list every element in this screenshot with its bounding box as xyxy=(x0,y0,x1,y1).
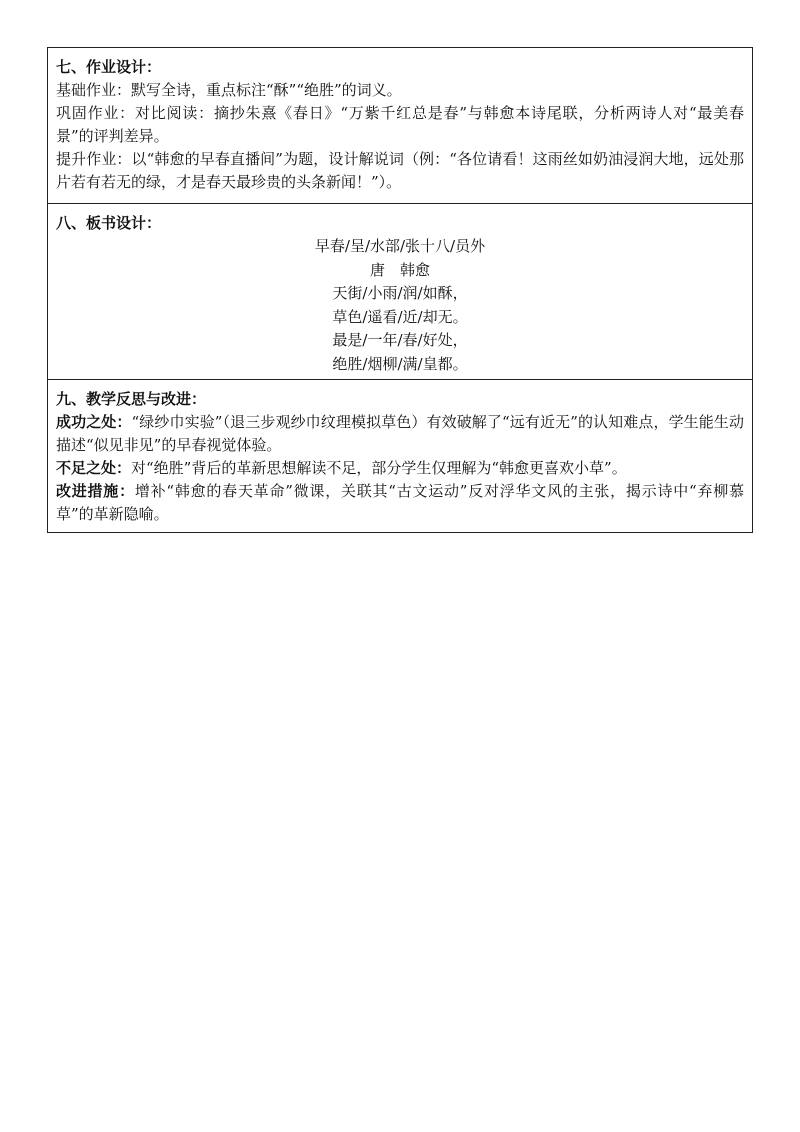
improve-text: 增补“韩愈的春天革命”微课，关联其“古文运动”反对浮华文风的主张，揭示诗中“弃柳慕草”的革新隐喻。 xyxy=(56,482,744,523)
shortfall-text: 对“绝胜”背后的革新思想解读不足，部分学生仅理解为“韩愈更喜欢小草”。 xyxy=(131,459,627,477)
homework-advanced: 提升作业：以“韩愈的早春直播间”为题，设计解说词（例：“各位请看！这雨丝如奶油浸润大地，远处那片若有若无的绿，才是春天最珍贵的头条新闻！”）。 xyxy=(56,150,744,191)
board-poem xyxy=(56,235,744,376)
reflection-improve xyxy=(56,480,744,526)
improve-label: 改进措施： xyxy=(56,482,135,500)
homework-section xyxy=(48,48,752,203)
shortfall-label: 不足之处： xyxy=(56,459,132,477)
homework-heading: 七、作业设计： xyxy=(56,58,162,76)
reflection-shortfall xyxy=(56,457,744,480)
reflection-section xyxy=(48,379,752,532)
poem-author: 唐 韩愈 xyxy=(369,260,430,279)
poem-line: 草色/遥看/近/却无。 xyxy=(332,307,468,326)
success-label: 成功之处： xyxy=(56,413,132,431)
reflection-heading: 九、教学反思与改进： xyxy=(56,390,207,408)
poem-line: 绝胜/烟柳/满/皇都。 xyxy=(332,354,468,373)
homework-basic: 基础作业：默写全诗，重点标注“酥”“绝胜”的词义。 xyxy=(56,81,402,99)
poem-line: 天街/小雨/润/如酥， xyxy=(332,284,468,302)
poem-line: 最是/一年/春/好处， xyxy=(332,331,468,349)
board-design-section xyxy=(48,203,752,379)
success-text: “绿纱巾实验”（退三步观纱巾纹理模拟草色）有效破解了“远有近无”的认知难点，学生能生动描述“似见非见”的早春视觉体验。 xyxy=(56,413,744,454)
board-heading: 八、板书设计： xyxy=(56,214,162,232)
poem-title: 早春/呈/水部/张十八/员外 xyxy=(314,237,486,255)
reflection-success xyxy=(56,411,744,457)
lesson-plan-table xyxy=(47,47,753,533)
homework-consolidate: 巩固作业：对比阅读：摘抄朱熹《春日》“万紫千红总是春”与韩愈本诗尾联，分析两诗人对“最美春景”的评判差异。 xyxy=(56,104,744,145)
